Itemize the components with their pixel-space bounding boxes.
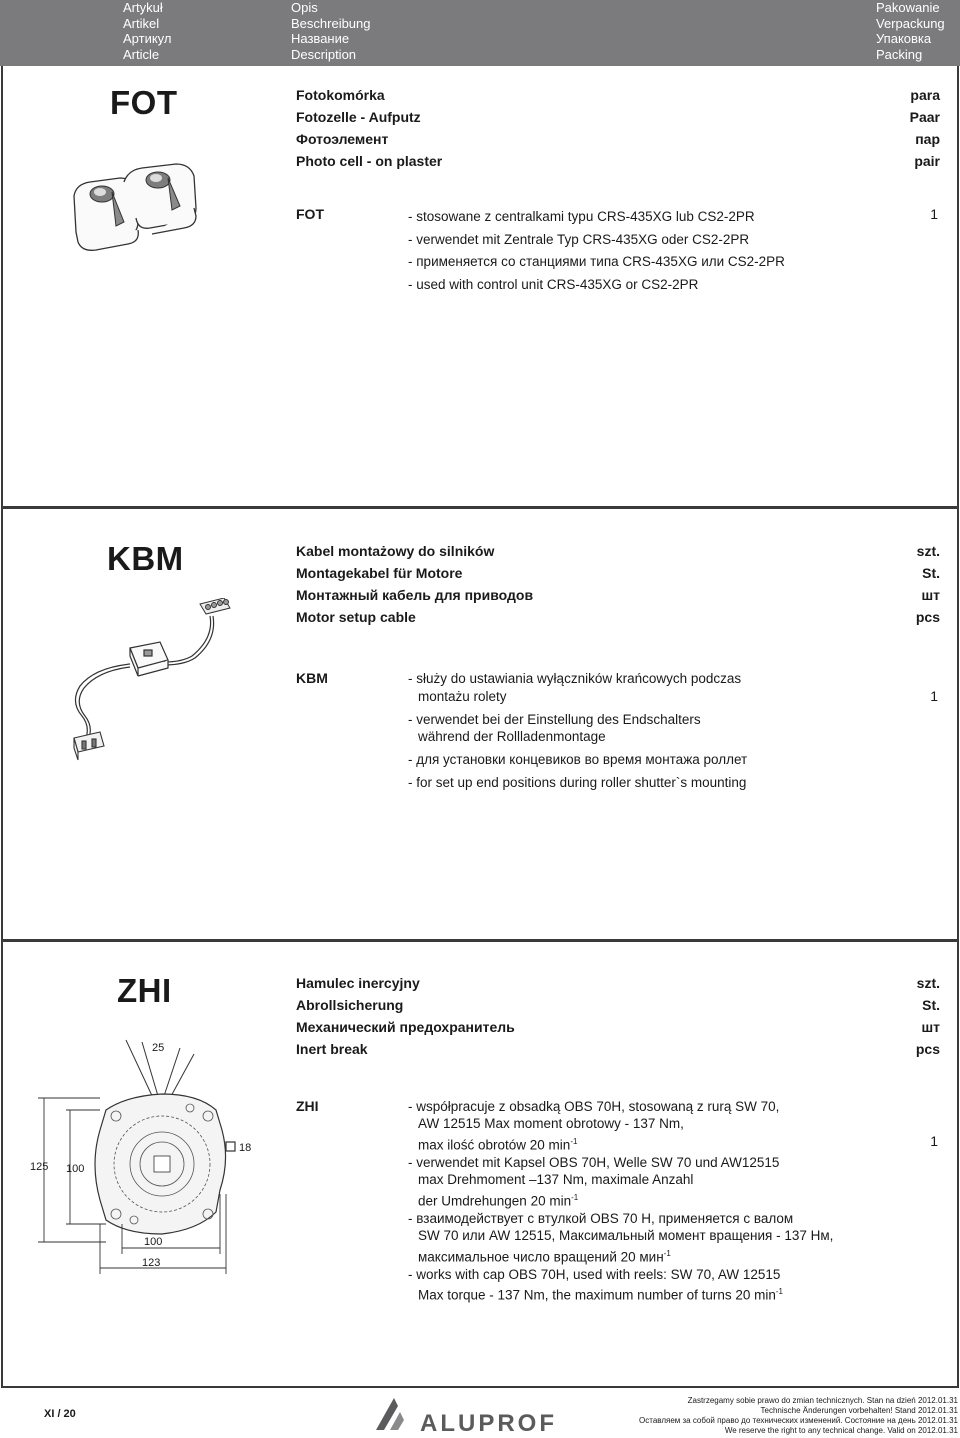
packing-unit: pcs — [915, 609, 940, 625]
header-label: Verpackung — [876, 15, 945, 31]
page-number: XI / 20 — [44, 1408, 76, 1420]
packing-unit: szt. — [916, 543, 940, 559]
product-code-kbm: KBM — [107, 540, 184, 577]
quantity-zhi: 1 — [930, 1133, 938, 1149]
quantity-fot: 1 — [930, 206, 938, 222]
packing-unit: pcs — [915, 1041, 940, 1057]
packing-unit: шт — [921, 587, 940, 603]
dimension-100-horizontal: 100 — [144, 1236, 163, 1248]
header-label: Название — [291, 31, 350, 46]
header-label: Beschreibung — [291, 15, 371, 31]
product-name: Hamulec inercyjny — [296, 975, 420, 991]
product-name: Kabel montażowy do silników — [296, 543, 495, 559]
description-line: - взаимодействует с втулкой OBS 70 H, применяется с валом — [408, 1211, 794, 1226]
packing-units-fot — [910, 84, 940, 172]
packing-unit: St. — [922, 565, 940, 581]
description-line: SW 70 или AW 12515, Максимальный момент вращения - 137 Нм, — [418, 1228, 834, 1243]
header-label: Article — [123, 46, 160, 62]
product-names-kbm — [296, 540, 533, 628]
product-name: Фотоэлемент — [296, 131, 389, 147]
description-line: - służy do ustawiania wyłączników krańcowych podczas — [408, 671, 742, 686]
section-divider — [2, 506, 958, 509]
description-line: während der Rollladenmontage — [418, 729, 606, 744]
item-code-kbm: KBM — [296, 670, 328, 686]
superscript: -1 — [571, 1193, 579, 1202]
header-label: Artykuł — [123, 0, 163, 15]
description-line: montażu rolety — [418, 689, 507, 704]
product-names-fot — [296, 84, 442, 172]
description-line: der Umdrehungen 20 min — [418, 1193, 572, 1209]
packing-units-kbm — [916, 540, 940, 628]
header-label: Packing — [876, 46, 923, 62]
footer-note: Zastrzegamy sobie prawo do zmian technicznych. Stan na dzień 2012.01.31 — [687, 1396, 958, 1405]
photocell-illustration — [66, 162, 226, 262]
setup-cable-illustration — [64, 598, 244, 768]
header-article-column — [123, 0, 171, 62]
product-code-zhi: ZHI — [117, 972, 172, 1009]
footer-note: Оставляем за собой право до технических изменений. Состояние на день 2012.01.31 — [639, 1416, 958, 1425]
description-line: AW 12515 Max moment obrotowy - 137 Nm, — [418, 1116, 684, 1131]
header-label: Упаковка — [876, 31, 932, 46]
description-line: Max torque - 137 Nm, the maximum number of turns 20 min — [418, 1287, 776, 1303]
product-name: Montagekabel für Motore — [296, 565, 463, 581]
product-name: Abrollsicherung — [296, 997, 404, 1013]
product-names-zhi — [296, 972, 515, 1060]
description-line: - verwendet mit Kapsel OBS 70H, Welle SW 70 und AW12515 — [408, 1155, 780, 1170]
header-label: Pakowanie — [876, 0, 940, 15]
description-fot — [408, 206, 785, 296]
superscript: -1 — [663, 1249, 671, 1258]
item-code-fot: FOT — [296, 206, 324, 222]
section-divider — [2, 939, 958, 942]
description-zhi — [408, 1098, 833, 1304]
packing-unit: pair — [914, 153, 940, 169]
superscript: -1 — [775, 1287, 784, 1296]
header-description-column — [291, 0, 371, 62]
product-name: Motor setup cable — [296, 609, 416, 625]
header-label: Opis — [291, 0, 318, 15]
product-name: Photo cell - on plaster — [296, 153, 443, 169]
description-line: - применяется со станциями типа CRS-435XG или CS2-2PR — [408, 254, 785, 269]
footer-note: Technische Änderungen vorbehalten! Stand 2012.01.31 — [760, 1406, 958, 1415]
brand-logo-text: ALUPROF — [420, 1410, 557, 1437]
packing-unit: пар — [915, 131, 940, 147]
description-line: max ilość obrotów 20 min — [418, 1137, 571, 1153]
description-line: - stosowane z centralkami typu CRS-435XG lub CS2-2PR — [408, 209, 755, 224]
table-header — [0, 0, 960, 66]
description-line: - for set up end positions during roller shutter`s mounting — [408, 775, 747, 790]
packing-unit: St. — [922, 997, 940, 1013]
packing-unit: para — [910, 87, 940, 103]
product-code-fot: FOT — [110, 84, 178, 121]
dimension-18: 18 — [239, 1142, 252, 1154]
description-line: - verwendet bei der Einstellung des Endschalters — [408, 712, 701, 727]
inert-break-drawing — [30, 1030, 270, 1280]
dimension-100-vertical: 100 — [66, 1163, 85, 1175]
header-label: Артикул — [123, 31, 172, 46]
packing-units-zhi — [916, 972, 940, 1060]
description-line: - used with control unit CRS-435XG or CS2-2PR — [408, 276, 699, 292]
dimension-25: 25 — [152, 1042, 165, 1054]
description-line: max Drehmoment –137 Nm, maximale Anzahl — [418, 1172, 694, 1187]
packing-unit: Paar — [909, 109, 940, 125]
description-line: - works with cap OBS 70H, used with reels: SW 70, AW 12515 — [408, 1267, 781, 1282]
header-label: Artikel — [123, 15, 160, 31]
quantity-kbm: 1 — [930, 688, 938, 704]
table-bottom-border — [2, 1386, 958, 1388]
dimension-123: 123 — [142, 1257, 161, 1269]
frame-left-border — [1, 66, 3, 1388]
description-line: - для установки концевиков во время монтажа роллет — [408, 752, 748, 767]
product-name: Fotokomórka — [296, 87, 385, 103]
description-line: максимальное число вращений 20 мин — [418, 1249, 664, 1265]
dimension-125: 125 — [30, 1161, 49, 1173]
superscript: -1 — [570, 1137, 578, 1146]
product-name: Монтажный кабель для приводов — [296, 587, 534, 603]
item-code-zhi: ZHI — [296, 1098, 319, 1114]
product-name: Inert break — [296, 1041, 368, 1057]
header-packing-column — [876, 0, 945, 62]
product-name: Механический предохранитель — [296, 1019, 515, 1035]
frame-right-border — [957, 66, 959, 1388]
description-line: - verwendet mit Zentrale Typ CRS-435XG oder CS2-2PR — [408, 231, 750, 247]
packing-unit: шт — [921, 1019, 940, 1035]
footer-notes — [639, 1396, 958, 1436]
product-name: Fotozelle - Aufputz — [296, 109, 421, 125]
footer-note: We reserve the right to any technical change. Valid on 2012.01.31 — [724, 1426, 958, 1435]
description-kbm — [408, 670, 747, 791]
packing-unit: szt. — [916, 975, 940, 991]
aluprof-logo-icon — [372, 1396, 416, 1432]
header-label: Description — [291, 46, 357, 62]
description-line: - współpracuje z obsadką OBS 70H, stosowaną z rurą SW 70, — [408, 1099, 780, 1114]
